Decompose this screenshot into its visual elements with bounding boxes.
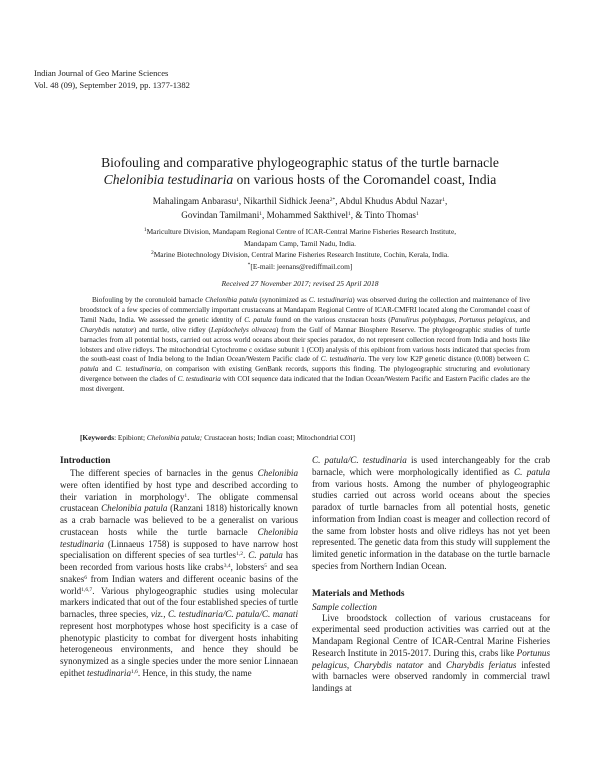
- author-name: Nikarthil Sidhick Jeena: [243, 196, 330, 206]
- author-affiliation-mark: 2*: [329, 197, 336, 203]
- author-name: Mahalingam Anbarasu: [152, 196, 237, 206]
- author-name: Tinto Thomas: [364, 209, 416, 220]
- left-column: [60, 455, 298, 680]
- paper-title: [30, 154, 570, 188]
- methods-paragraph: Live broodstock collection of various crustaceans for experimental seed production activities was carried out at the Mandapam Regional Centre of ICAR-Central Marine Fisheries Research Institute in 2015-2017. During this, crabs like Portunus pelagicus, Charybdis natator and Charybdis feriatus infested with barnacles were observed randomly in commercial trawl landings at: [312, 612, 550, 693]
- methods-heading: Materials and Methods: [312, 588, 405, 599]
- title-line-2: [30, 171, 570, 188]
- keywords: [Keywords: Epibiont; Chelonibia patula; Crustacean hosts; Indian coast; Mitochondrial COI]: [80, 433, 356, 442]
- author-list: Mahalingam Anbarasu$^1$, Nikarthil Sidhick Jeena$^{2*}$, Abdul Khudus Abdul Nazar$^1$, Govindan Tamilmani$^1$, Mohammed Sakthivel$^1$, & Tinto Thomas$^1$: [152, 196, 448, 220]
- author-affiliation-mark: 1: [442, 197, 445, 203]
- keywords-label: [Keywords: [80, 433, 115, 442]
- sample-collection-subheading: Sample collection: [312, 601, 377, 612]
- author-affiliation-mark: 1: [348, 210, 351, 217]
- introduction-paragraph: The different species of barnacles in the genus Chelonibia were often identified by host type and described according to their variation in morphology$^1$. The obligate commensal crustacean Chelonibia patula (Ranzani 1818) historically known as a crab barnacle was believed to be a generalist on various crustacean hosts while the turtle barnacle Chelonibia testudinaria (Linnaeus 1758) is supposed to have narrow host specialisation on different species of sea turtles$^{1,2}$. C. patula has been recorded from various hosts like crabs$^{3,4}$, lobsters$^5$ and sea snakes$^6$ from Indian waters and different oceanic basins of the world$^{1,6,7}$. Various phylogeographic studies using molecular markers indicated that out of the four established species of turtle barnacles, three species, viz., C. testudinaria/C. patula/C. manati represent host morphotypes whose host specificity is a case of phenotypic plasticity to combat for divergent hosts inhabiting heterogeneous environments, and hence they should be synonymized as a single species under the more senior Linnaean epithet testudinaria$^{1,6}$. Hence, in this study, the name: [60, 468, 299, 678]
- title-line-1: Biofouling and comparative phylogeographic status of the turtle barnacle: [101, 155, 499, 170]
- journal-volume: Vol. 48 (09), September 2019, pp. 1377-1382: [34, 80, 190, 90]
- author-name: Govindan Tamilmani: [181, 209, 260, 220]
- corresponding-email: *[E-mail: jeenans@rediffmail.com]: [247, 261, 353, 271]
- title-line-2-rest: on various hosts of the Coromandel coast, India: [233, 172, 497, 187]
- author-affiliation-mark: 1: [415, 210, 419, 217]
- journal-header: [34, 67, 190, 91]
- affiliations: [60, 226, 540, 272]
- author-name: Mohammed Sakthivel: [266, 209, 349, 220]
- affiliation-1-cont: Mandapam Camp, Tamil Nadu, India.: [243, 238, 357, 248]
- abstract: Biofouling by the coronuloid barnacle Chelonibia patula (synonimized as C. testudinaria) was observed during the collection and maintenance of live broodstock of a few species of commercially important crustaceans at Mandapam Regional Centre of ICAR-CMFRI located along the Coromandel coast of Tamil Nadu, India. We assessed the genetic identity of C. patula found on the various crustacean hosts (Panulirus polyphagus, Portunus pelagicus, and Charybdis natator) and turtle, olive ridley (Lepidochelys olivacea) from the Gulf of Mannar Biosphere Reserve. The phylogeographic studies of turtle barnacles from all potential hosts, carried out across world oceans about their species paradox, do not represent collection record from India and hosts like lobsters and olive ridleys. The mitochondrial Cytochrome c oxidase subunit 1 (COI) analysis of this epibiont from various hosts indicated that species from the south-east coast of India belong to the Indian Ocean/Western Pacific clade of C. testudinaria. The very low K2P genetic distance (0.008) between C. patula and C. testudinaria, on comparison with existing GenBank records, supports this finding. The phylogeographic structuring and evolutionary divergence between the clades of C. testudinaria with COI sequence data indicated that the Indian Ocean/Western Pacific and Eastern Pacific clades are the most divergent.: [80, 296, 530, 394]
- introduction-continuation: C. patula/C. testudinaria is used interchangeably for the crab barnacle, which were morphologically identified as C. patula from various hosts. Among the number of phylogeographic studies carried out across world oceans about the species paradox of turtle barnacles from all potential hosts, genetic information from Indian coast is meager and collection record of the same from lobster hosts and olive ridleys has not yet been represented. The genetic data from this study will supplement the limited genetic information in the database on the turtle barnacle species from Northern Indian Ocean.: [312, 455, 550, 571]
- right-column: [312, 455, 550, 695]
- author-affiliation-mark: 1: [259, 210, 263, 217]
- introduction-heading: Introduction: [60, 456, 111, 466]
- title-species: Chelonibia testudinaria: [103, 172, 234, 187]
- journal-name: Indian Journal of Geo Marine Sciences: [34, 68, 169, 78]
- author-affiliation-mark: 1: [236, 197, 239, 203]
- affiliation-1: $^1$Mariculture Division, Mandapam Regional Centre of ICAR-Central Marine Fisheries Research Institute,: [143, 227, 457, 236]
- author-name: Abdul Khudus Abdul Nazar: [339, 196, 443, 206]
- affiliation-2: $^2$Marine Biotechnology Division, Central Marine Fisheries Research Institute, Cochin, Kerala, India.: [150, 250, 450, 259]
- received-dates: Received 27 November 2017; revised 25 April 2018: [221, 279, 379, 288]
